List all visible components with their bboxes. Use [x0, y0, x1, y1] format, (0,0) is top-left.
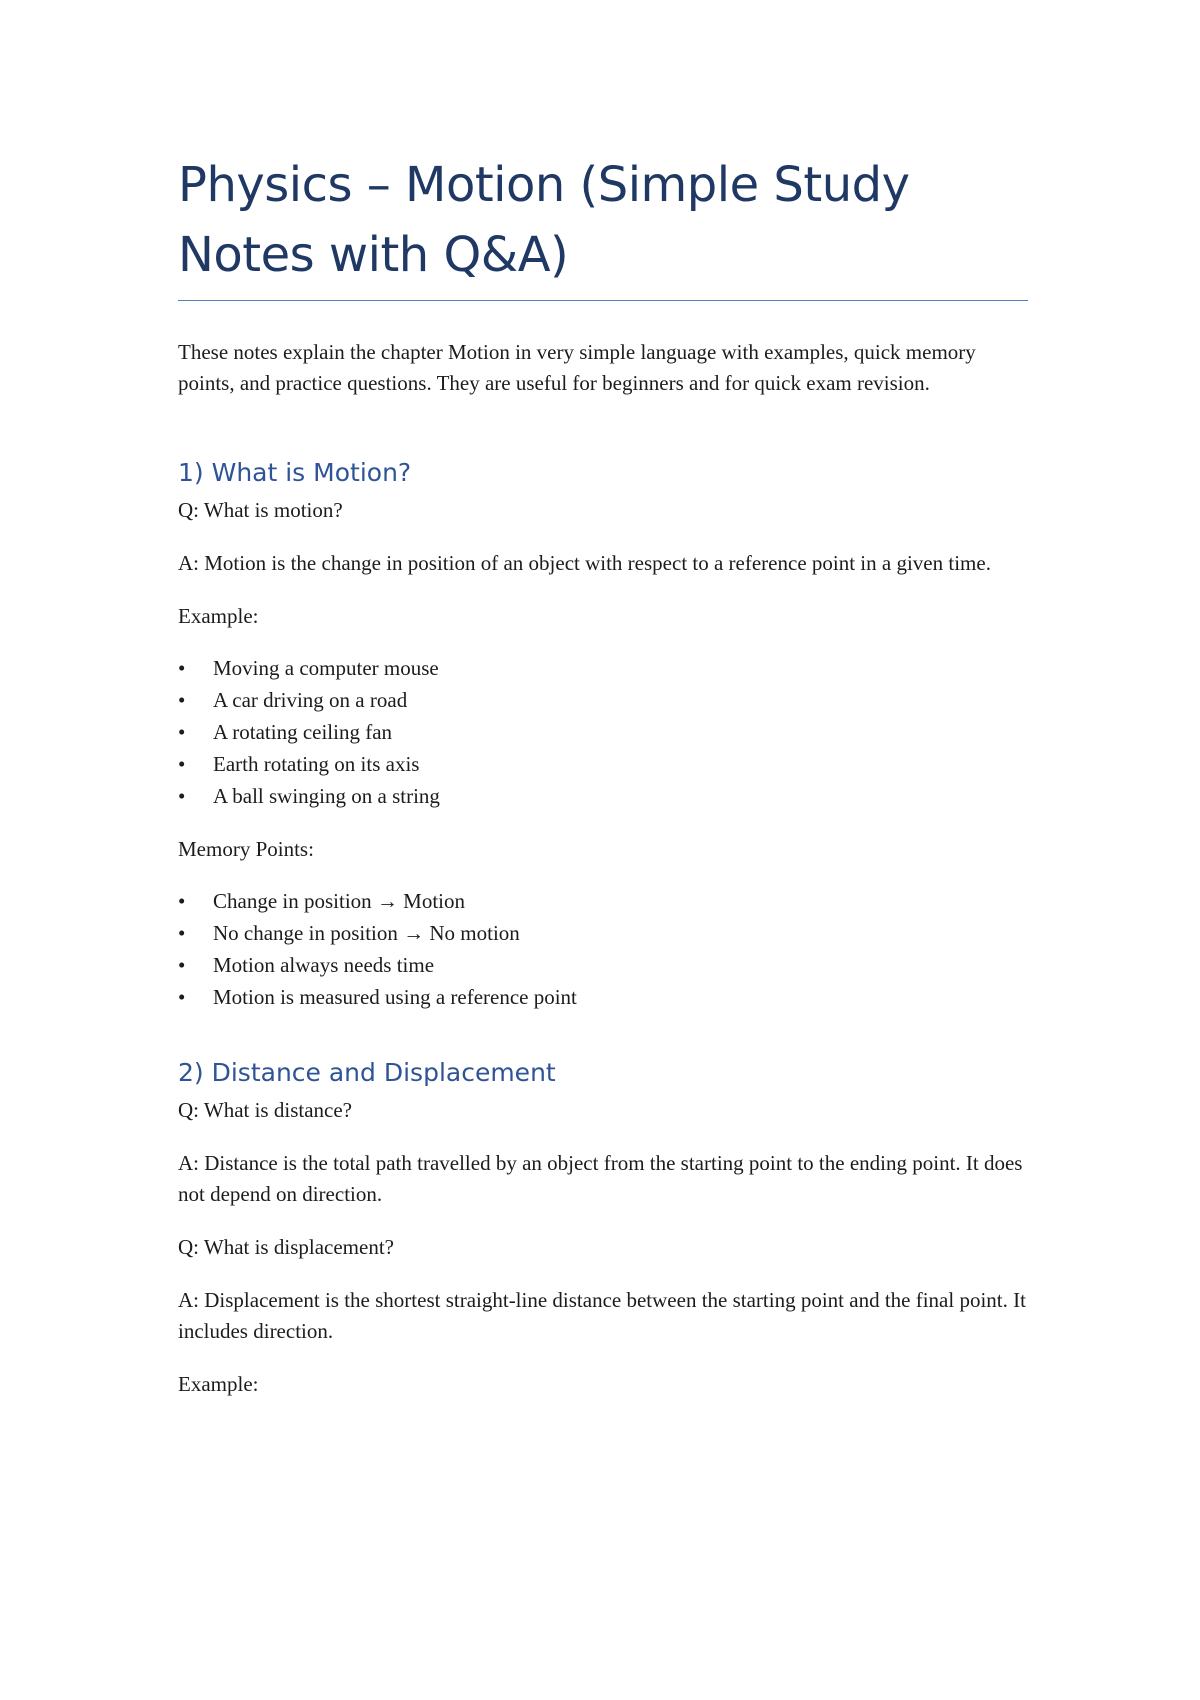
- bullet-icon: •: [178, 985, 186, 1009]
- bullet-icon: •: [178, 889, 186, 913]
- bullet-icon: •: [178, 784, 186, 808]
- bullet-icon: •: [178, 953, 186, 977]
- section-heading-motion: 1) What is Motion?: [178, 458, 412, 487]
- answer-what-is-displacement: A: Displacement is the shortest straight-line distance between the starting point and the final point. It includes direction.: [178, 1288, 1026, 1343]
- memory-points-list: [178, 885, 1028, 1013]
- list-item: [178, 885, 1028, 917]
- list-item: [178, 780, 1028, 812]
- intro-paragraph: These notes explain the chapter Motion in very simple language with examples, quick memory points, and practice questions. They are useful for beginners and for quick exam revision.: [178, 340, 976, 395]
- example-label: Example:: [178, 604, 259, 628]
- list-item: [178, 949, 1028, 981]
- list-item-text: Motion always needs time: [213, 953, 435, 977]
- question-what-is-displacement: Q: What is displacement?: [178, 1235, 394, 1259]
- bullet-icon: •: [178, 656, 186, 680]
- list-item-text: Motion is measured using a reference point: [213, 985, 577, 1009]
- title-divider: [178, 300, 1028, 301]
- list-item: [178, 748, 1028, 780]
- list-item: [178, 716, 1028, 748]
- list-item-text: A car driving on a road: [213, 688, 408, 712]
- examples-list: [178, 652, 1028, 812]
- example-label: Example:: [178, 1372, 259, 1396]
- list-item-text: A ball swinging on a string: [213, 784, 440, 808]
- document-page: [178, 150, 1028, 1400]
- bullet-icon: •: [178, 921, 186, 945]
- question-what-is-distance: Q: What is distance?: [178, 1098, 352, 1122]
- list-item-text: Moving a computer mouse: [213, 656, 439, 680]
- bullet-icon: •: [178, 688, 186, 712]
- memory-points-label: Memory Points:: [178, 837, 314, 861]
- question-what-is-motion: Q: What is motion?: [178, 498, 343, 522]
- list-item: [178, 684, 1028, 716]
- list-item: [178, 917, 1028, 949]
- document-title: Physics – Motion (Simple Study Notes with Q&A): [178, 157, 910, 283]
- list-item-text: A rotating ceiling fan: [213, 720, 393, 744]
- bullet-icon: •: [178, 752, 186, 776]
- section-heading-distance-displacement: 2) Distance and Displacement: [178, 1058, 556, 1087]
- answer-what-is-motion: A: Motion is the change in position of an object with respect to a reference point in a given time.: [178, 551, 991, 575]
- list-item-text: Change in position → Motion: [213, 889, 465, 913]
- bullet-icon: •: [178, 720, 186, 744]
- answer-what-is-distance: A: Distance is the total path travelled by an object from the starting point to the ending point. It does not depend on direction.: [178, 1151, 1023, 1206]
- list-item: [178, 652, 1028, 684]
- list-item-text: Earth rotating on its axis: [213, 752, 420, 776]
- list-item-text: No change in position → No motion: [213, 921, 520, 945]
- list-item: [178, 981, 1028, 1013]
